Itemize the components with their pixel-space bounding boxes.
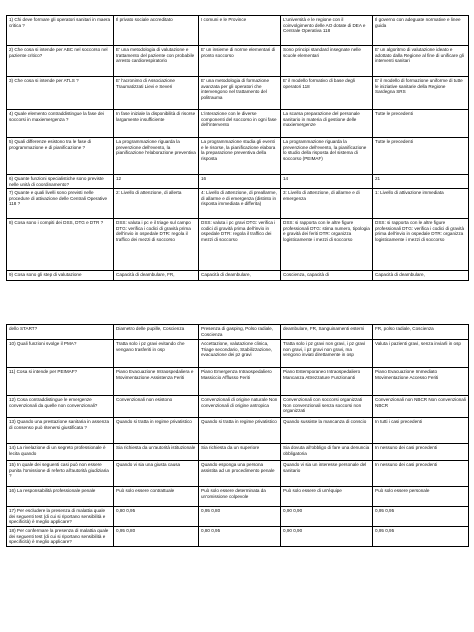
answer-option-cell: deambulare, FR, Sanguinamenti esterni [281,325,373,340]
table-row [7,368,469,396]
question-cell: 8) Cosa sono i compiti dei DSS, DTG e DTR ? [7,219,114,271]
answer-option-cell: Convenzionali di origine naturale Non convenzionali di origine antropica [199,396,281,418]
answer-option-cell: Può solo essere determinata da un'omissione colpevole [199,487,281,507]
table-row [7,219,469,271]
answer-option-cell: Quando si tratta in regime privatistico [199,418,281,444]
answer-option-cell: Convenzionali non esistono [114,396,199,418]
answer-option-cell: Piano Evacuazione Intraospedaliera e Movimentazione Assistenza Feriti [114,368,199,396]
answer-option-cell: 2: Livello di attenzione, di allerta [114,189,199,219]
table-row [7,110,469,138]
table-row [7,16,469,46]
table-row [7,444,469,461]
answer-option-cell: E' un algoritmo di valutazione ideato e adottato dalla Regione al fine di unificare gli interventi sanitari [373,46,469,77]
answer-option-cell: 21 [373,175,469,189]
answer-option-cell: I comuni e le Province [199,16,281,46]
table-row [7,487,469,507]
answer-option-cell: In nessuno dei casi precedenti [373,444,469,461]
answer-option-cell: E' l'acronimo di Associazione Traumatizzati Lievi e Severi [114,77,199,110]
answer-option-cell: E' una metodologia di formazione avanzata per gli operatori che intervengono nel trattamento del politrauma [199,77,281,110]
answer-option-cell: Coscienza, capacità di [281,271,373,281]
answer-option-cell: Può solo essere personale [373,487,469,507]
table-row [7,527,469,547]
answer-option-cell: La scarsa preparazione del personale sanitario in materia di gestione delle maxiemergenze [281,110,373,138]
question-cell: 16) La responsabilità professionale penale [7,487,114,507]
question-cell: 12) Cosa contraddistingue le emergenze convenzionali da quelle non convenzionali? [7,396,114,418]
answer-option-cell: Sia richiesta da un superiore [199,444,281,461]
answer-option-cell: 0,95 0,80 [114,527,199,547]
answer-option-cell: DSS: valuta i pc gravi DTG: verifica i codici di gravità prima dell'invio in ospedale DTR: regola il traffico dei mezzi di soccorso [199,219,281,271]
answer-option-cell: Piano Estemporaneo Intraospedaliero Mancanza Attrezzature Funzionanti [281,368,373,396]
table-row [7,138,469,175]
question-cell: 3) Che cosa si intende per ATLS ? [7,77,114,110]
answer-option-cell: Sia richiesta da un'autorità istituzionale [114,444,199,461]
answer-option-cell: 16 [199,175,281,189]
table-row [7,46,469,77]
answer-option-cell: In fase iniziale la disponibilità di risorse largamente insufficiente [114,110,199,138]
answer-option-cell: Quando si tratta in regime privatistico [114,418,199,444]
answer-option-cell: Convenzionali non NBCR Non convenzionali NBCR [373,396,469,418]
answer-option-cell: DSS: valuta i pc e il triage sul campo DTG: verifica i codici di gravità prima dell'invio in ospedale DTR: regola il traffico dei mezzi di soccorso [114,219,199,271]
question-cell: 13) Quando una prestazione sanitaria in assenza di consenso può ritenersi giustificata ? [7,418,114,444]
answer-option-cell: Capacità di deambulare, [373,271,469,281]
answer-option-cell: 0,95 0,95 [373,507,469,527]
question-cell: 2) Che cosa si intende per ABC nel soccorso nel paziente critico? [7,46,114,77]
answer-option-cell: 1: Livello di attivazione immediata [373,189,469,219]
answer-option-cell: La programmazione riguarda la prevenzione dell'evento, la pianificazione lo studio della risposta del sistema di soccorso (PEIMAF) [281,138,373,175]
answer-option-cell: Tratta solo i pz gravi evitando che vengano trasferiti in osp [114,340,199,368]
answer-option-cell: Tutte le precedenti [373,138,469,175]
answer-option-cell: DSS: si rapporta con le altre figure professionali DTG: stima numero, tipologia e gravità dei feriti DTR: organizza logisticamente i mezzi di soccorso [281,219,373,271]
answer-option-cell: Tutte le precedenti [373,110,469,138]
answer-option-cell: L'università e le regione con il coinvolgimento delle AO dotate di DEA e Centrale Operativa 118 [281,16,373,46]
answer-option-cell: Il governo con adeguate normative e linee guida [373,16,469,46]
answer-option-cell: 4: Livello di attenzione, di preallarme, di allarme e di emergenza (distinto in risposta immediata e differita) [199,189,281,219]
answer-option-cell: FR, polso radiale, Coscienza [373,325,469,340]
question-cell: 18) Per confermare la presenza di malattia quale dei seguenti test (di cui si riportano sensibilità e specificità) è meglio applicare? [7,527,114,547]
question-cell: 1) Chi deve formare gli operatori sanitari in maera critica ? [7,16,114,46]
answer-option-cell: Valuta i pazienti gravi, senza inviarli in osp [373,340,469,368]
answer-option-cell: Il privato sociale accreditato [114,16,199,46]
answer-option-cell: Capacità di deambulare, FR, [114,271,199,281]
table-row [7,189,469,219]
answer-option-cell: Può solo essere contrattuale [114,487,199,507]
table-row [7,271,469,281]
question-cell: 17) Per escludere la presenza di malattia quale dei seguenti test (di cui si riportano sensibilità e specificità) è meglio applicare? [7,507,114,527]
answer-option-cell: E' una metodologia di valutazione e trattamento del paziente con probabile arresto cardiorespiratorio [114,46,199,77]
answer-option-cell: 0,90 0,90 [281,527,373,547]
question-cell: 4) Quale elemento contraddistingue la fase dei soccorsi in maxiemergenza ? [7,110,114,138]
quiz-table-bottom [6,324,469,547]
answer-option-cell: Può solo essere di un'équipe [281,487,373,507]
table-row [7,461,469,487]
question-cell: 10) Quali funzioni svolge il PMA? [7,340,114,368]
question-cell: 6) Quante funzioni specialistiche sono previste nelle unità di coordinamento? [7,175,114,189]
table-row [7,325,469,340]
answer-option-cell: Quando sussiste la mancanza di conscio [281,418,373,444]
question-cell: dello START? [7,325,114,340]
answer-option-cell: Capacità di deambulare, [199,271,281,281]
answer-option-cell: In tutti i casi precedenti [373,418,469,444]
answer-option-cell: E' il modello di formazione uniforme di tutte le iniziative sanitarie della Regione Sardegna SRS [373,77,469,110]
answer-option-cell: 12 [114,175,199,189]
table-row [7,418,469,444]
answer-option-cell: 0,90 0,90 [281,507,373,527]
table-row [7,175,469,189]
question-cell: 5) Quali differenze esistono tra le fase di programmazione e di pianificazione ? [7,138,114,175]
answer-option-cell: Sia dovuta all'obbligo di fare una denuncia obbligatoria [281,444,373,461]
answer-option-cell: Sono principi standard insegnate nelle scuole elementari [281,46,373,77]
answer-option-cell: Piano Emergenza Intraospedaliero Massiccio Afflusso Feriti [199,368,281,396]
table-row [7,77,469,110]
answer-option-cell: La programmazione studia gli eventi e le risorse, la pianificazione elabora la preparazione preventiva della risposta [199,138,281,175]
answer-option-cell: E' un insieme di norme elementari di pronto soccorso [199,46,281,77]
answer-option-cell: Tratta solo i pz gravi non gravi, i pz gravi non gravi, i pz gravi non gravi, ma vengono inviati direttamente in osp [281,340,373,368]
answer-option-cell: In nessuno dei casi precedenti [373,461,469,487]
answer-option-cell: 0,95 0,95 [373,527,469,547]
answer-option-cell: Diametro delle pupille, Coscienza [114,325,199,340]
answer-option-cell: L'interazione con le diverse componenti del soccorso in ogni fase dell'intervento [199,110,281,138]
answer-option-cell: Accettazione, valutazione clinica, Triage secondario, Stabilizzazione, evacuazione dei pz gravi [199,340,281,368]
table-row [7,340,469,368]
table-row [7,396,469,418]
answer-option-cell: Piano Evacuazione Immediato Movimentazione Accesso Feriti [373,368,469,396]
answer-option-cell: 14 [281,175,373,189]
answer-option-cell: DSS: si rapporta con le altre figure professionali DTG: verifica i codici di gravità prima dell'invio in ospedale DTR: organizza logisticamente i mezzi di soccorso [373,219,469,271]
table-row [7,507,469,527]
answer-option-cell: Presenza di gasping, Polso radiale, Coscienza [199,325,281,340]
answer-option-cell: 0,80 0,95 [114,507,199,527]
quiz-table-top [6,15,469,281]
question-cell: 9) Cosa sono gli step di valutazione [7,271,114,281]
question-cell: 15) In quale dei seguenti casi può non essere punita l'omissione di referto all'autorità giudiziaria ? [7,461,114,487]
answer-option-cell: E' il modello formativo di base degli operatori 118 [281,77,373,110]
question-cell: 7) Quante e quali livelli sono previsti nelle procedure di attivazione delle Centrali Operative 118 ? [7,189,114,219]
answer-option-cell: Quando vi sia una giusta causa [114,461,199,487]
answer-option-cell: Convenzionali con soccorsi organizzati Non convenzionali senza soccorsi non organizzati [281,396,373,418]
question-cell: 11) Cosa si intende per PEIMAF? [7,368,114,396]
answer-option-cell: Quando vi sia un interesse personale del sanitario [281,461,373,487]
question-cell: 14) La rivelazione di un segreto professionale è lecita quando [7,444,114,461]
answer-option-cell: La programmazione riguarda la prevenzione dell'evento, la pianificazione l'elaborazione preventiva [114,138,199,175]
answer-option-cell: 0,95 0,80 [199,507,281,527]
answer-option-cell: Quando esponga una persona assistita ad un procedimento penale [199,461,281,487]
answer-option-cell: 0,80 0,95 [199,527,281,547]
answer-option-cell: 3: Livello di attenzione, di allarme e di emergenza [281,189,373,219]
